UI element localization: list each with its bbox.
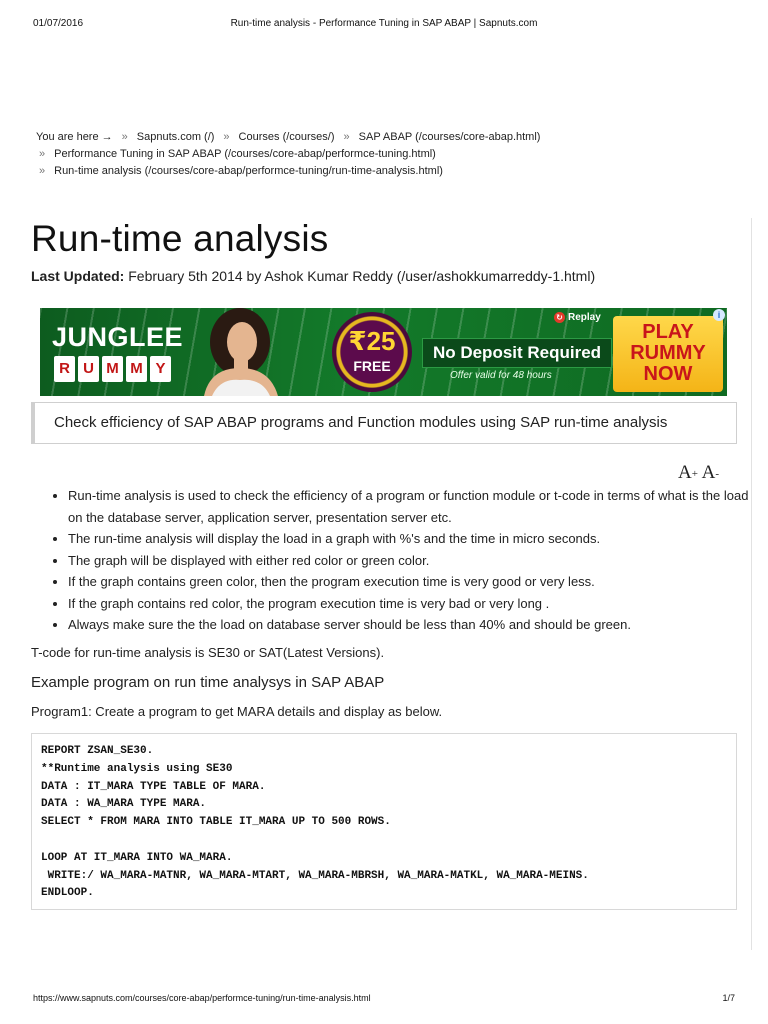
breadcrumb-courses-link[interactable]: Courses (/courses/) — [238, 131, 335, 143]
list-item: • The run-time analysis will display the load in a graph with %'s and the time in micro seconds. — [68, 528, 758, 550]
breadcrumb-separator: » — [223, 131, 230, 143]
code-line: **Runtime analysis using SE30 — [41, 762, 233, 775]
list-item: • The graph will be displayed with either red color or green color. — [68, 550, 758, 572]
last-updated — [31, 268, 595, 284]
ad-brand-tile: Y — [150, 356, 171, 382]
ad-brand-tile: U — [78, 356, 99, 382]
font-increase-button[interactable] — [678, 462, 698, 483]
key-points-list — [50, 485, 758, 636]
ad-cta-button[interactable] — [613, 316, 723, 392]
code-line: DATA : IT_MARA TYPE TABLE OF MARA. — [41, 780, 266, 793]
program-intro: Program1: Create a program to get MARA details and display as below. — [31, 704, 443, 719]
ad-headline: No Deposit Required — [422, 338, 612, 368]
ad-bonus-amount: ₹25 — [348, 326, 396, 356]
breadcrumb-sap-abap-link[interactable]: SAP ABAP (/courses/core-abap.html) — [358, 131, 541, 143]
print-page-title: Run-time analysis - Performance Tuning in SAP ABAP | Sapnuts.com — [230, 18, 538, 29]
page-title: Run-time analysis — [31, 218, 329, 259]
ad-brand-tile: M — [102, 356, 123, 382]
ad-info-icon[interactable]: i — [713, 309, 725, 321]
last-updated-value[interactable]: February 5th 2014 by Ashok Kumar Reddy (/user/ashokkumarreddy-1.html) — [128, 268, 596, 284]
code-block — [31, 733, 737, 910]
ad-offer-text: Offer valid for 48 hours — [450, 370, 552, 381]
ad-replay-button[interactable] — [554, 312, 601, 323]
breadcrumb-lead: You are here → — [36, 131, 113, 143]
ad-cta-line: PLAY — [642, 321, 694, 343]
breadcrumb — [36, 129, 540, 180]
last-updated-label: Last Updated: — [31, 268, 125, 284]
breadcrumb-run-time-analysis-link[interactable]: Run-time analysis (/courses/core-abap/performce-tuning/run-time-analysis.html) — [54, 165, 443, 177]
font-increase-sign: + — [691, 468, 698, 480]
ad-replay-label: Replay — [568, 312, 601, 323]
font-decrease-letter: A — [701, 462, 716, 483]
breadcrumb-separator: » — [343, 131, 350, 143]
print-page-number: 1/7 — [722, 993, 735, 1003]
ad-brand-tiles — [54, 356, 171, 382]
ad-bonus-free: FREE — [353, 358, 391, 374]
ad-model-image — [190, 308, 290, 396]
ad-brand-tile: R — [54, 356, 75, 382]
print-date: 01/07/2016 — [33, 18, 84, 29]
code-line: WRITE:/ WA_MARA-MATNR, WA_MARA-MTART, WA_MARA-MBRSH, WA_MARA-MATKL, WA_MARA-MEINS. — [41, 869, 589, 882]
article-summary: Check efficiency of SAP ABAP programs and Function modules using SAP run-time analysis — [31, 402, 737, 444]
breadcrumb-separator: » — [121, 131, 128, 143]
breadcrumb-performance-tuning-link[interactable]: Performance Tuning in SAP ABAP (/courses/core-abap/performce-tuning.html) — [54, 148, 436, 160]
list-item: • Always make sure the the load on database server should be less than 40% and should be green. — [68, 614, 758, 636]
print-url: https://www.sapnuts.com/courses/core-abap/performce-tuning/run-time-analysis.html — [33, 993, 371, 1003]
code-line: DATA : WA_MARA TYPE MARA. — [41, 798, 207, 811]
list-item: • If the graph contains red color, the program execution time is very bad or very long . — [68, 593, 758, 615]
breadcrumb-home-link[interactable]: Sapnuts.com (/) — [136, 131, 215, 143]
ad-cta-line: RUMMY — [630, 342, 706, 364]
code-line — [41, 832, 736, 850]
list-item: • Run-time analysis is used to check the efficiency of a program or function module or t-code in terms of what is the load on the database server, application server, presentation server etc. — [68, 485, 758, 528]
ad-bonus-chip — [332, 312, 412, 392]
tcode-note: T-code for run-time analysis is SE30 or SAT(Latest Versions). — [31, 645, 385, 660]
list-item: • If the graph contains green color, then the program execution time is very good or very less. — [68, 571, 758, 593]
font-increase-letter: A — [678, 462, 692, 483]
example-heading: Example program on run time analysys in SAP ABAP — [31, 674, 385, 691]
ad-brand-tile: M — [126, 356, 147, 382]
ad-banner[interactable] — [40, 308, 727, 396]
code-line: REPORT ZSAN_SE30. — [41, 745, 154, 757]
breadcrumb-separator: » — [39, 165, 46, 177]
font-size-controls — [678, 462, 719, 484]
breadcrumb-separator: » — [39, 148, 46, 160]
font-decrease-sign: - — [715, 468, 720, 480]
font-decrease-button[interactable] — [702, 462, 719, 483]
code-line: ENDLOOP. — [41, 887, 94, 900]
code-line: LOOP AT IT_MARA INTO WA_MARA. — [41, 851, 233, 864]
replay-icon: ↻ — [554, 312, 565, 323]
ad-brand-name: JUNGLEE — [52, 322, 184, 352]
code-line: SELECT * FROM MARA INTO TABLE IT_MARA UP TO 500 ROWS. — [41, 816, 391, 829]
ad-cta-line: NOW — [643, 363, 693, 385]
